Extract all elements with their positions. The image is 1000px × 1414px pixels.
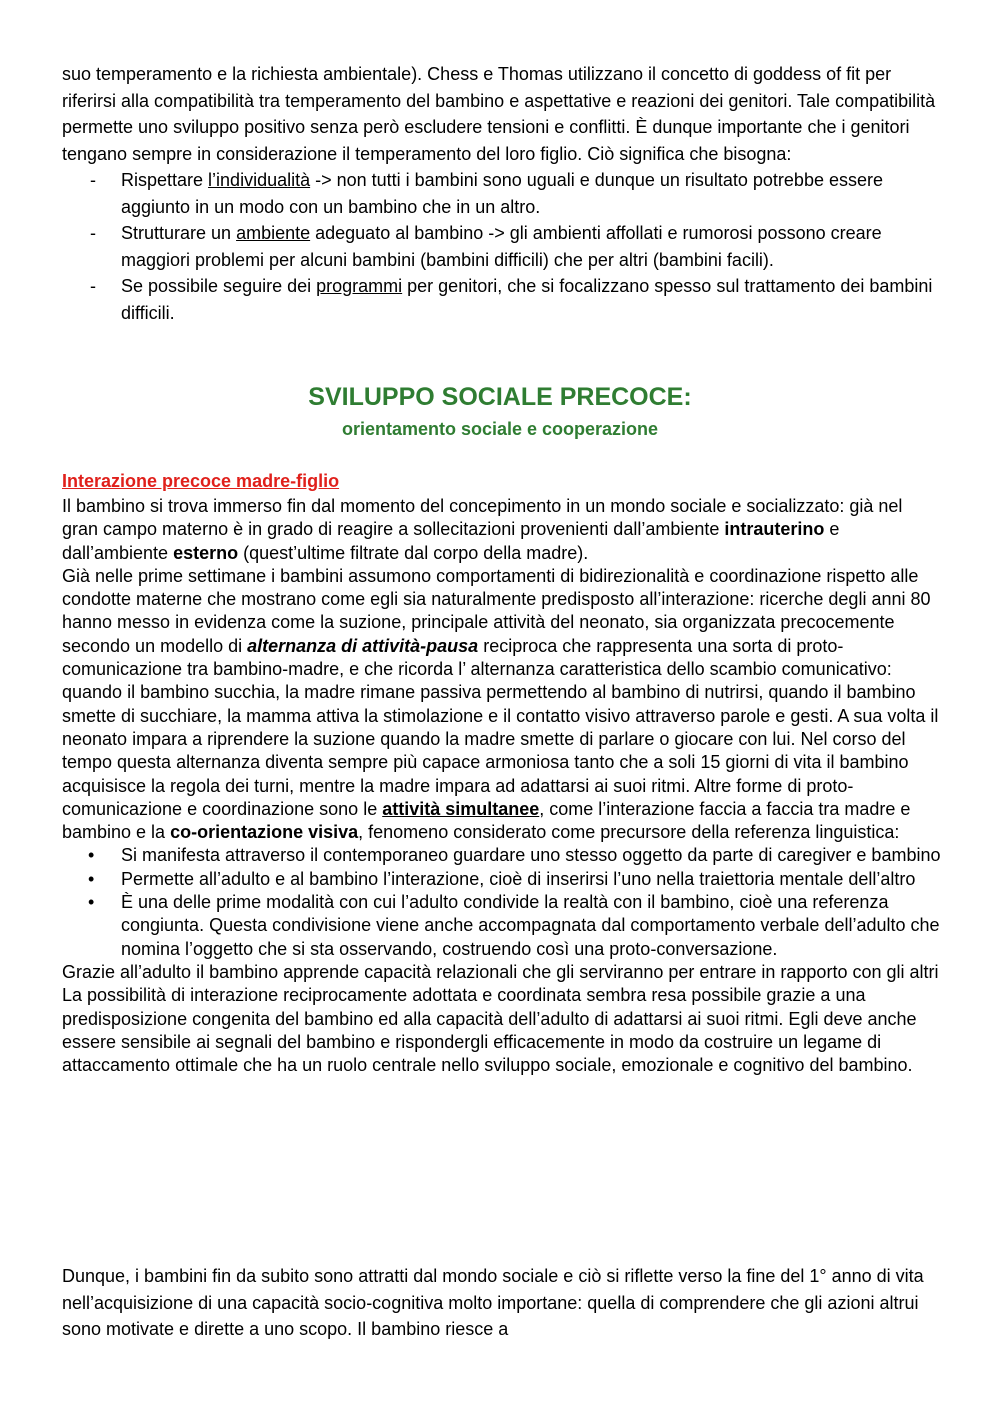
intro-paragraph: suo temperamento e la richiesta ambientale). Chess e Thomas utilizzano il concetto di goddess of fit per riferirsi alla compatibilità tra temperamento del bambino e aspettative e reazioni dei genitori. Tale compatibilità permette uno sviluppo positivo senza però escludere tensioni e conflitti. È dunque importante che i genitori tengano sempre in considerazione il temperamento del loro figlio. Ciò significa che bisogna: <box>62 64 936 164</box>
list-item: • Permette all’adulto e al bambino l’interazione, cioè di inserirsi l’uno nella traiettoria mentale dell’altro <box>62 868 942 891</box>
bullet-marker: • <box>88 845 95 866</box>
dash-marker: - <box>90 276 96 296</box>
underlined-term: programmi <box>316 276 403 296</box>
body-paragraph-5: Dunque, i bambini fin da subito sono attratti dal mondo sociale e ciò si riflette verso la fine del 1° anno di vita nell’acquisizione di una capacità socio-cognitiva molto importane: quella di comprendere che gli azioni altrui sono motivate e dirette a uno scopo. Il bambino riesce a <box>62 1266 924 1339</box>
list-item: - Se possibile seguire dei programmi per genitori, che si focalizzano spesso sul trattamento dei bambini difficili. <box>62 273 942 326</box>
bold-underlined-term: attività simultanee <box>382 798 540 819</box>
dash-marker: - <box>90 223 96 243</box>
list-item: • È una delle prime modalità con cui l’adulto condivide la realtà con il bambino, cioè una referenza congiunta. Questa condivisione viene anche accompagnata dal comportamento verbale dell’adulto che nomina l’oggetto che si sta osservando, costruendo così una proto-conversazione. <box>88 892 940 959</box>
body-paragraph-3: Grazie all’adulto il bambino apprende capacità relazionali che gli serviranno per entrare in rapporto con gli altri <box>62 961 939 982</box>
bullet-marker: • <box>88 892 95 913</box>
intro-section <box>62 61 942 326</box>
intro-dash-list <box>62 167 942 326</box>
list-item: - Rispettare l’individualità -> non tutti i bambini sono uguali e dunque un risultato potrebbe essere aggiunto in un modo con un bambino che in un altro. <box>62 167 942 220</box>
closing-section <box>62 1263 942 1343</box>
body-paragraph-4: La possibilità di interazione reciprocamente adottata e coordinata sembra resa possibile grazie a una predisposizione congenita del bambino ed alla capacità dell’adulto di adattarsi ai suoi ritmi. Egli deve anche essere sensibile ai segnali del bambino e rispondergli efficacemente in modo da costruire un legame di attaccamento ottimale che ha un ruolo centrale nello sviluppo sociale, emozionale e cognitivo del bambino. <box>62 985 917 1076</box>
bold-italic-term: alternanza di attività-pausa <box>247 635 479 656</box>
list-item: • Si manifesta attraverso il contemporaneo guardare uno stesso oggetto da parte di caregiver e bambino <box>62 844 942 867</box>
body-paragraph-1: Il bambino si trova immerso fin dal momento del concepimento in un mondo sociale e socializzato: già nel gran campo materno è in grado di reagire a sollecitazioni provenienti dall’ambiente intrauterino e dall’ambiente esterno (quest’ultime filtrate dal corpo della madre). <box>62 496 903 563</box>
body-paragraph-2: Già nelle prime settimane i bambini assumono comportamenti di bidirezionalità e coordinazione rispetto alle condotte materne che mostrano come egli sia naturalmente predisposto all’interazione: ricerche degli anni 80 hanno messo in evidenza come la suzione, principale attività del neonato, sia organizzata precocemente secondo un modello di alternanza di attività-pausa reciproca che rappresenta una sorta di proto-comunicazione tra bambino-madre, e che ricorda l’ alternanza caratteristica dello scambio comunicativo: quando il bambino succhia, la madre rimane passiva permettendo al bambino di nutrirsi, quando il bambino smette di succhiare, la mamma attiva la stimolazione e il contatto visivo attraverso parole e gesti. A sua volta il neonato impara a riprendere la suzione quando la madre smette di parlare o giocare con lui. Nel corso del tempo questa alternanza diventa sempre più capace armoniosa tanto che a soli 15 giorni di vita il bambino acquisisce la regola dei turni, mentre la madre impara ad adattarsi ai suoi ritmi. Altre forme di proto-comunicazione e coordinazione sono le attività simultanee, come l’interazione faccia a faccia tra madre e bambino e la co-orientazione visiva, fenomeno considerato come precursore della referenza linguistica: <box>62 565 939 843</box>
bold-term: intrauterino <box>724 519 825 540</box>
section-subtitle: orientamento sociale e cooperazione <box>341 419 659 439</box>
bullet-list <box>62 844 942 960</box>
section-title: SVILUPPO SOCIALE PRECOCE: <box>308 383 692 411</box>
underlined-term: ambiente <box>236 223 311 243</box>
body-section <box>62 495 942 1077</box>
list-item: - Strutturare un ambiente adeguato al bambino -> gli ambienti affollati e rumorosi possono creare maggiori problemi per alcuni bambini (bambini difficili) che per altri (bambini facili). <box>62 220 942 273</box>
bold-term: co-orientazione visiva <box>170 822 359 843</box>
subsection-heading: Interazione precoce madre-figlio <box>62 471 340 491</box>
underlined-term: l’individualità <box>208 170 311 190</box>
bold-term: esterno <box>173 542 239 563</box>
bullet-marker: • <box>88 868 95 889</box>
dash-marker: - <box>90 170 96 190</box>
